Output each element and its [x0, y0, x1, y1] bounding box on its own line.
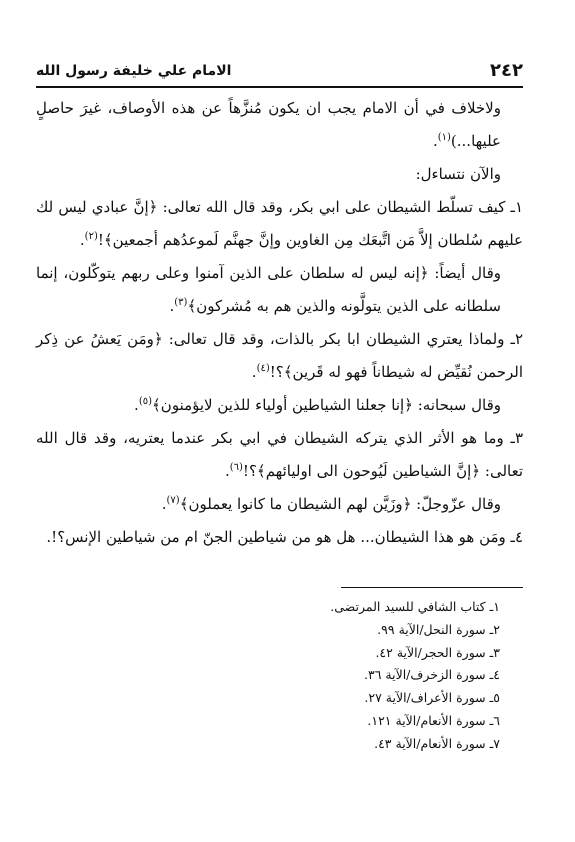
running-title: الامام علي خليفة رسول الله [36, 63, 232, 79]
footnote-item: ١ـ كتاب الشافي للسيد المرتضى. [330, 599, 500, 614]
footnote-item: ٣ـ سورة الحجر/الآية ٤٢. [375, 644, 500, 660]
footnote-ref-2[interactable]: (٢) [84, 231, 98, 242]
question-3: ٣ـ وما هو الأثر الذي يتركه الشيطان في ابي بكر عندما يعتريه، وقد قال الله تعالى: ﴿إنَّ الشياطين لَيُوحون الى اوليائهم﴾؟!$^{(٦)}$. [36, 429, 523, 480]
question-2-continued: وقال سبحانه: ﴿إنا جعلنا الشياطين أولياء للذين لايؤمنون﴾$^{(٥)}$. [134, 396, 501, 414]
footnote-ref-6[interactable]: (٦) [229, 462, 243, 473]
footnote-item: ٢ـ سورة النحل/الآية ٩٩. [377, 621, 500, 637]
footnote-ref-3[interactable]: (٣) [174, 297, 188, 308]
footnotes-list [36, 596, 500, 756]
footnote-item: ٧ـ سورة الأنعام/الآية ٤٣. [374, 735, 500, 751]
paragraph-1: ولاخلاف في أن الامام يجب ان يكون مُنزَّهاً عن هذه الأوصاف، غيرَ حاصلٍ عليها...)$^{(١)}$. [36, 99, 501, 150]
page-number: ٢٤٢ [490, 60, 523, 81]
footnote-item: ٦ـ سورة الأنعام/الآية ١٢١. [367, 712, 500, 728]
footnote-ref-5[interactable]: (٥) [138, 396, 153, 407]
question-1-continued: وقال أيضاً: ﴿إنه ليس له سلطان على الذين آمنوا وعلى ربهم يتوكّلون، إنما سلطانه على الذين يتولَّونه والذين هم به مُشركون﴾$^{(٣)}$. [36, 264, 501, 315]
question-4: ٤ـ ومَن هو هذا الشيطان... هل هو من شياطين الجنّ ام من شياطين الإنس؟!. [46, 528, 523, 546]
question-1: ١ـ كيف تسلّط الشيطان على ابي بكر، وقد قال الله تعالى: ﴿إنَّ عبادي ليس لك عليهم سُلطان إلاَّ مَن اتَّبعَك مِن الغاوين وإنَّ جهنَّم لَموعدُهم أجمعين﴾!$^{(٢)}$. [36, 198, 523, 249]
footnote-ref-1[interactable]: (١) [437, 132, 451, 143]
footnote-divider [341, 587, 523, 588]
footnote-item: ٥ـ سورة الأعراف/الآية ٢٧. [364, 690, 500, 706]
main-text [36, 92, 523, 554]
footnote-ref-4[interactable]: (٤) [256, 363, 270, 374]
footnote-item: ٤ـ سورة الزخرف/الآية ٣٦. [364, 667, 500, 683]
footnote-ref-7[interactable]: (٧) [166, 495, 180, 506]
question-2: ٢ـ ولماذا يعتري الشيطان ابا بكر بالذات، وقد قال تعالى: ﴿ومَن يَعشُ عن ذِكر الرحمن نُقيِّض له شيطاناً فهو له قَرين﴾؟!$^{(٤)}$. [36, 330, 523, 381]
page-header [36, 48, 523, 88]
paragraph-2: والآن نتساءل: [415, 165, 501, 183]
question-3-continued: وقال عزّوجلّ: ﴿وزَيَّن لهم الشيطان ما كانوا يعملون﴾$^{(٧)}$. [161, 495, 501, 513]
